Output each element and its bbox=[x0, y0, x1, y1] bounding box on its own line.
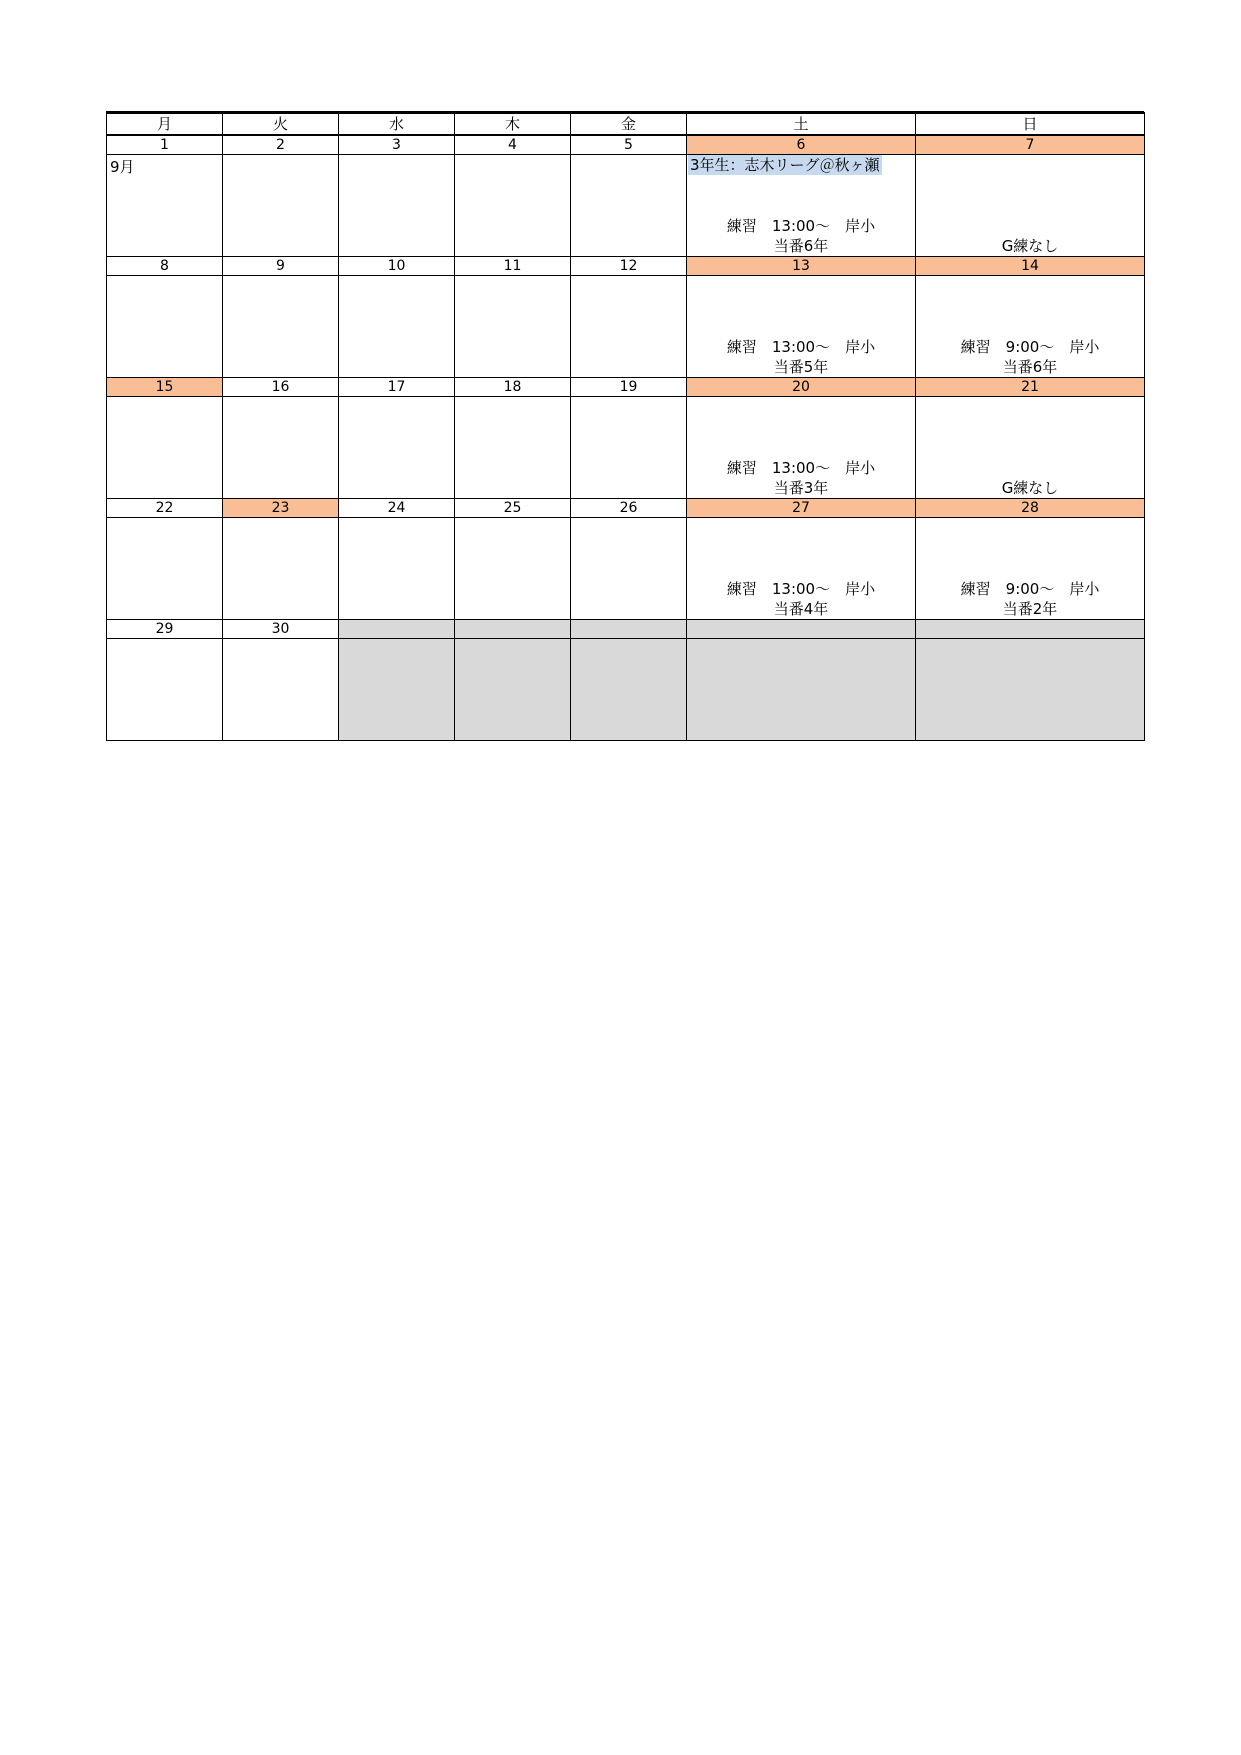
week-content-row bbox=[107, 518, 1145, 620]
duty-note: 当番4年 bbox=[773, 600, 829, 618]
date-number: 1 bbox=[107, 135, 223, 155]
month-label: 9月 bbox=[110, 158, 135, 176]
date-number: 20 bbox=[687, 378, 916, 397]
practice-schedule: 練習 13:00～ 岸小 bbox=[726, 580, 876, 598]
week-content-row bbox=[107, 397, 1145, 499]
weekday-wed: 水 bbox=[339, 113, 455, 135]
weekday-mon: 月 bbox=[107, 113, 223, 135]
duty-note: 当番5年 bbox=[773, 358, 829, 376]
date-number: 28 bbox=[916, 499, 1145, 518]
day-cell bbox=[916, 518, 1145, 620]
date-number-row bbox=[107, 135, 1145, 155]
date-number: 19 bbox=[571, 378, 687, 397]
day-cell bbox=[339, 397, 455, 499]
calendar-grid bbox=[106, 112, 1145, 741]
day-cell bbox=[455, 518, 571, 620]
day-cell bbox=[107, 518, 223, 620]
duty-note: 当番6年 bbox=[1002, 358, 1058, 376]
date-number-row bbox=[107, 378, 1145, 397]
day-cell bbox=[339, 155, 455, 257]
day-cell bbox=[571, 518, 687, 620]
date-number: 16 bbox=[223, 378, 339, 397]
date-number-row bbox=[107, 257, 1145, 276]
day-cell bbox=[916, 397, 1145, 499]
date-number: 15 bbox=[107, 378, 223, 397]
weekday-tue: 火 bbox=[223, 113, 339, 135]
duty-note: G練なし bbox=[1001, 479, 1059, 497]
date-number: 29 bbox=[107, 620, 223, 639]
week-content-row bbox=[107, 155, 1145, 257]
day-cell bbox=[107, 155, 223, 257]
practice-schedule: 練習 13:00～ 岸小 bbox=[726, 217, 876, 235]
day-cell bbox=[339, 518, 455, 620]
date-number: 9 bbox=[223, 257, 339, 276]
week-content-row bbox=[107, 639, 1145, 741]
day-cell bbox=[223, 397, 339, 499]
date-number: 13 bbox=[687, 257, 916, 276]
day-cell bbox=[571, 397, 687, 499]
week-content-row bbox=[107, 276, 1145, 378]
date-number bbox=[916, 620, 1145, 639]
date-number: 8 bbox=[107, 257, 223, 276]
day-cell bbox=[687, 276, 916, 378]
practice-schedule: 練習 13:00～ 岸小 bbox=[726, 459, 876, 477]
date-number: 30 bbox=[223, 620, 339, 639]
day-cell bbox=[223, 155, 339, 257]
day-cell bbox=[571, 639, 687, 741]
duty-note: 当番2年 bbox=[1002, 600, 1058, 618]
day-cell bbox=[687, 518, 916, 620]
date-number: 22 bbox=[107, 499, 223, 518]
day-cell bbox=[223, 518, 339, 620]
date-number: 12 bbox=[571, 257, 687, 276]
day-cell bbox=[107, 276, 223, 378]
weekday-sat: 土 bbox=[687, 113, 916, 135]
date-number: 14 bbox=[916, 257, 1145, 276]
date-number: 10 bbox=[339, 257, 455, 276]
duty-note: 当番3年 bbox=[773, 479, 829, 497]
date-number: 2 bbox=[223, 135, 339, 155]
date-number bbox=[687, 620, 916, 639]
day-cell bbox=[455, 397, 571, 499]
date-number: 4 bbox=[455, 135, 571, 155]
day-cell bbox=[455, 276, 571, 378]
date-number: 11 bbox=[455, 257, 571, 276]
day-cell bbox=[223, 276, 339, 378]
date-number: 7 bbox=[916, 135, 1145, 155]
date-number: 6 bbox=[687, 135, 916, 155]
date-number: 24 bbox=[339, 499, 455, 518]
date-number: 5 bbox=[571, 135, 687, 155]
date-number: 18 bbox=[455, 378, 571, 397]
day-cell bbox=[687, 155, 916, 257]
weekday-thu: 木 bbox=[455, 113, 571, 135]
date-number: 26 bbox=[571, 499, 687, 518]
date-number bbox=[571, 620, 687, 639]
date-number: 17 bbox=[339, 378, 455, 397]
date-number: 23 bbox=[223, 499, 339, 518]
date-number: 21 bbox=[916, 378, 1145, 397]
day-cell bbox=[571, 276, 687, 378]
day-cell bbox=[916, 155, 1145, 257]
practice-schedule: 練習 9:00～ 岸小 bbox=[960, 338, 1100, 356]
day-cell bbox=[687, 639, 916, 741]
day-cell bbox=[339, 276, 455, 378]
calendar bbox=[106, 111, 1144, 741]
date-number: 27 bbox=[687, 499, 916, 518]
day-cell bbox=[916, 276, 1145, 378]
day-cell bbox=[571, 155, 687, 257]
duty-note: 当番6年 bbox=[773, 237, 829, 255]
weekday-header-row bbox=[107, 113, 1145, 135]
date-number bbox=[455, 620, 571, 639]
date-number: 3 bbox=[339, 135, 455, 155]
date-number-row bbox=[107, 620, 1145, 639]
day-cell bbox=[339, 639, 455, 741]
weekday-sun: 日 bbox=[916, 113, 1145, 135]
date-number bbox=[339, 620, 455, 639]
practice-schedule: 練習 13:00～ 岸小 bbox=[726, 338, 876, 356]
day-cell bbox=[107, 397, 223, 499]
day-cell bbox=[916, 639, 1145, 741]
day-cell bbox=[687, 397, 916, 499]
date-number: 25 bbox=[455, 499, 571, 518]
practice-schedule: 練習 9:00～ 岸小 bbox=[960, 580, 1100, 598]
duty-note: G練なし bbox=[1001, 237, 1059, 255]
date-number-row bbox=[107, 499, 1145, 518]
weekday-fri: 金 bbox=[571, 113, 687, 135]
day-cell bbox=[107, 639, 223, 741]
event-label: 3年生：志木リーグ＠秋ヶ瀬 bbox=[690, 156, 880, 174]
day-cell bbox=[455, 639, 571, 741]
day-cell bbox=[455, 155, 571, 257]
day-cell bbox=[223, 639, 339, 741]
